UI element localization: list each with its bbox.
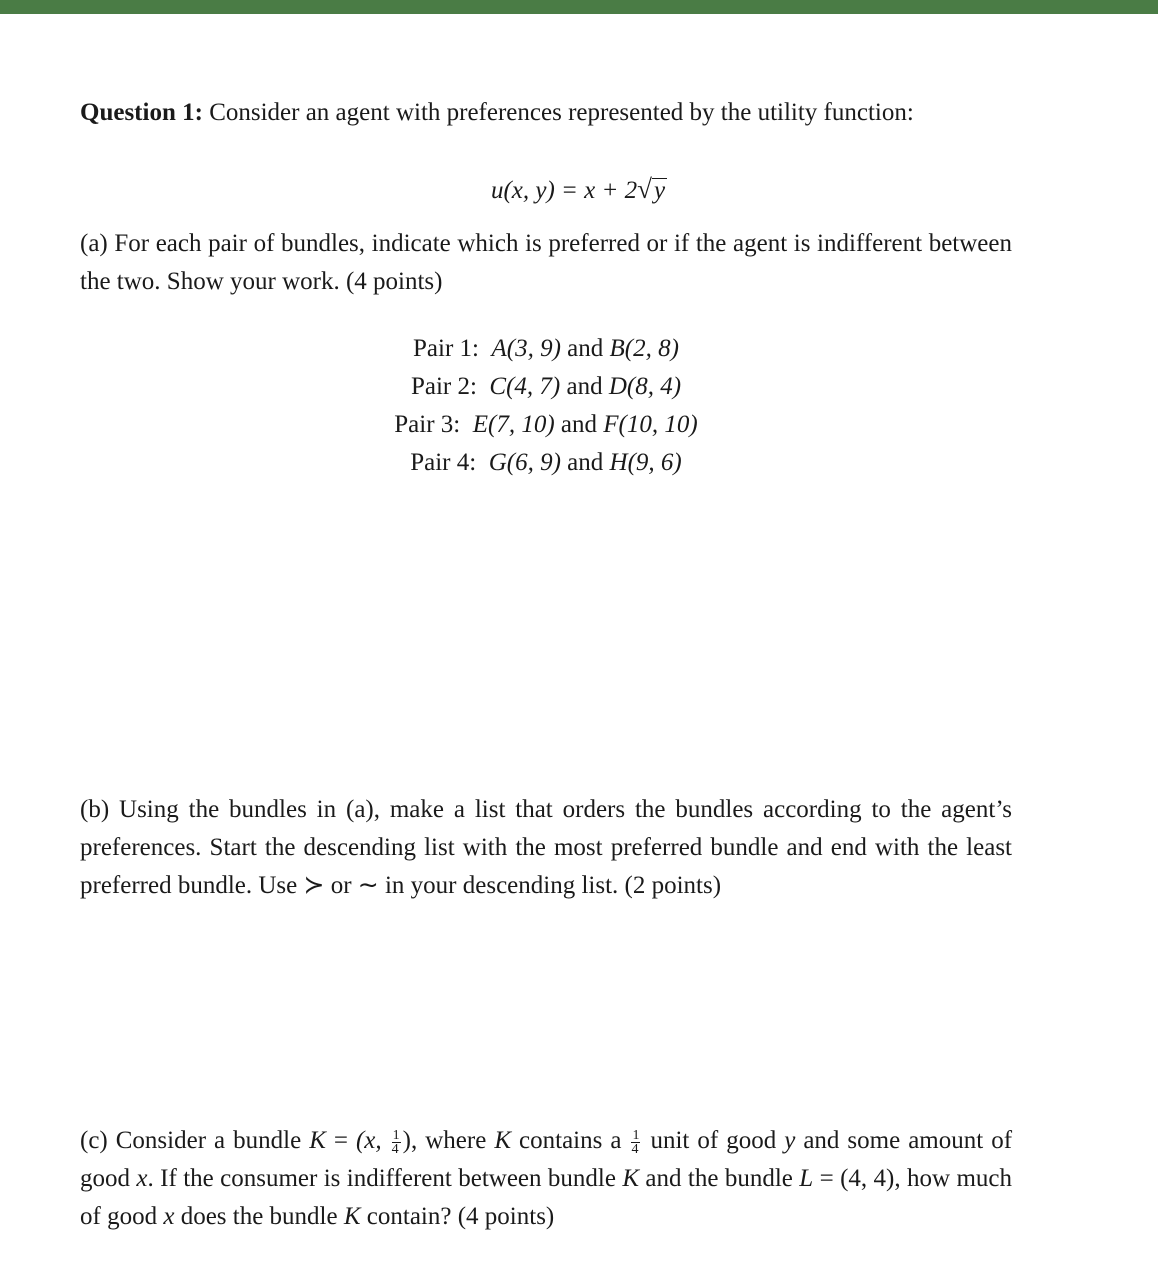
header-bar bbox=[0, 0, 1158, 14]
part-c-text: (c) Consider a bundle K = (x, $\frac{1}{4}$ ), where K contains a $\frac{1}{4}$ unit of good y and some amount of good x. If the consumer is indifferent between bundle K and the bundle L = (4, 4), how much of good x does the bundle K contain? (4 points) bbox=[80, 1127, 1013, 1230]
question-intro bbox=[80, 94, 1012, 132]
question-label: Question 1: bbox=[80, 99, 203, 126]
formula-lhs: u(x, y) = x + 2 bbox=[490, 177, 638, 204]
part-a-text: (a) For each pair of bundles, indicate which is preferred or if the agent is indifferent between the two. Show your work. (4 points) bbox=[80, 230, 1012, 295]
pair-row: Pair 2: C(4, 7) and D(8, 4) bbox=[410, 373, 682, 400]
part-b-text: (b) Using the bundles in (a), make a list that orders the bundles according to the agent’s preferences. Start the descending list with the most preferred bundle and end with the least preferred bundle. Use ≻ or ∼ in your descending list. (2 points) bbox=[80, 796, 1012, 899]
formula-sqrt-arg: y bbox=[653, 177, 666, 204]
utility-formula: u(x, y) = x + 2√y bbox=[490, 174, 666, 204]
question-intro-text: Consider an agent with preferences represented by the utility function: bbox=[202, 99, 914, 126]
fraction-one-quarter: $\frac{1}{4}$ bbox=[391, 1127, 400, 1157]
fraction-one-quarter: $\frac{1}{4}$ bbox=[631, 1127, 640, 1157]
pairs-list bbox=[0, 330, 1092, 482]
pair-row: Pair 4: G(6, 9) and H(9, 6) bbox=[410, 449, 682, 476]
pair-row: Pair 1: A(3, 9) and B(2, 8) bbox=[413, 335, 679, 362]
pair-row: Pair 3: E(7, 10) and F(10, 10) bbox=[394, 411, 698, 438]
